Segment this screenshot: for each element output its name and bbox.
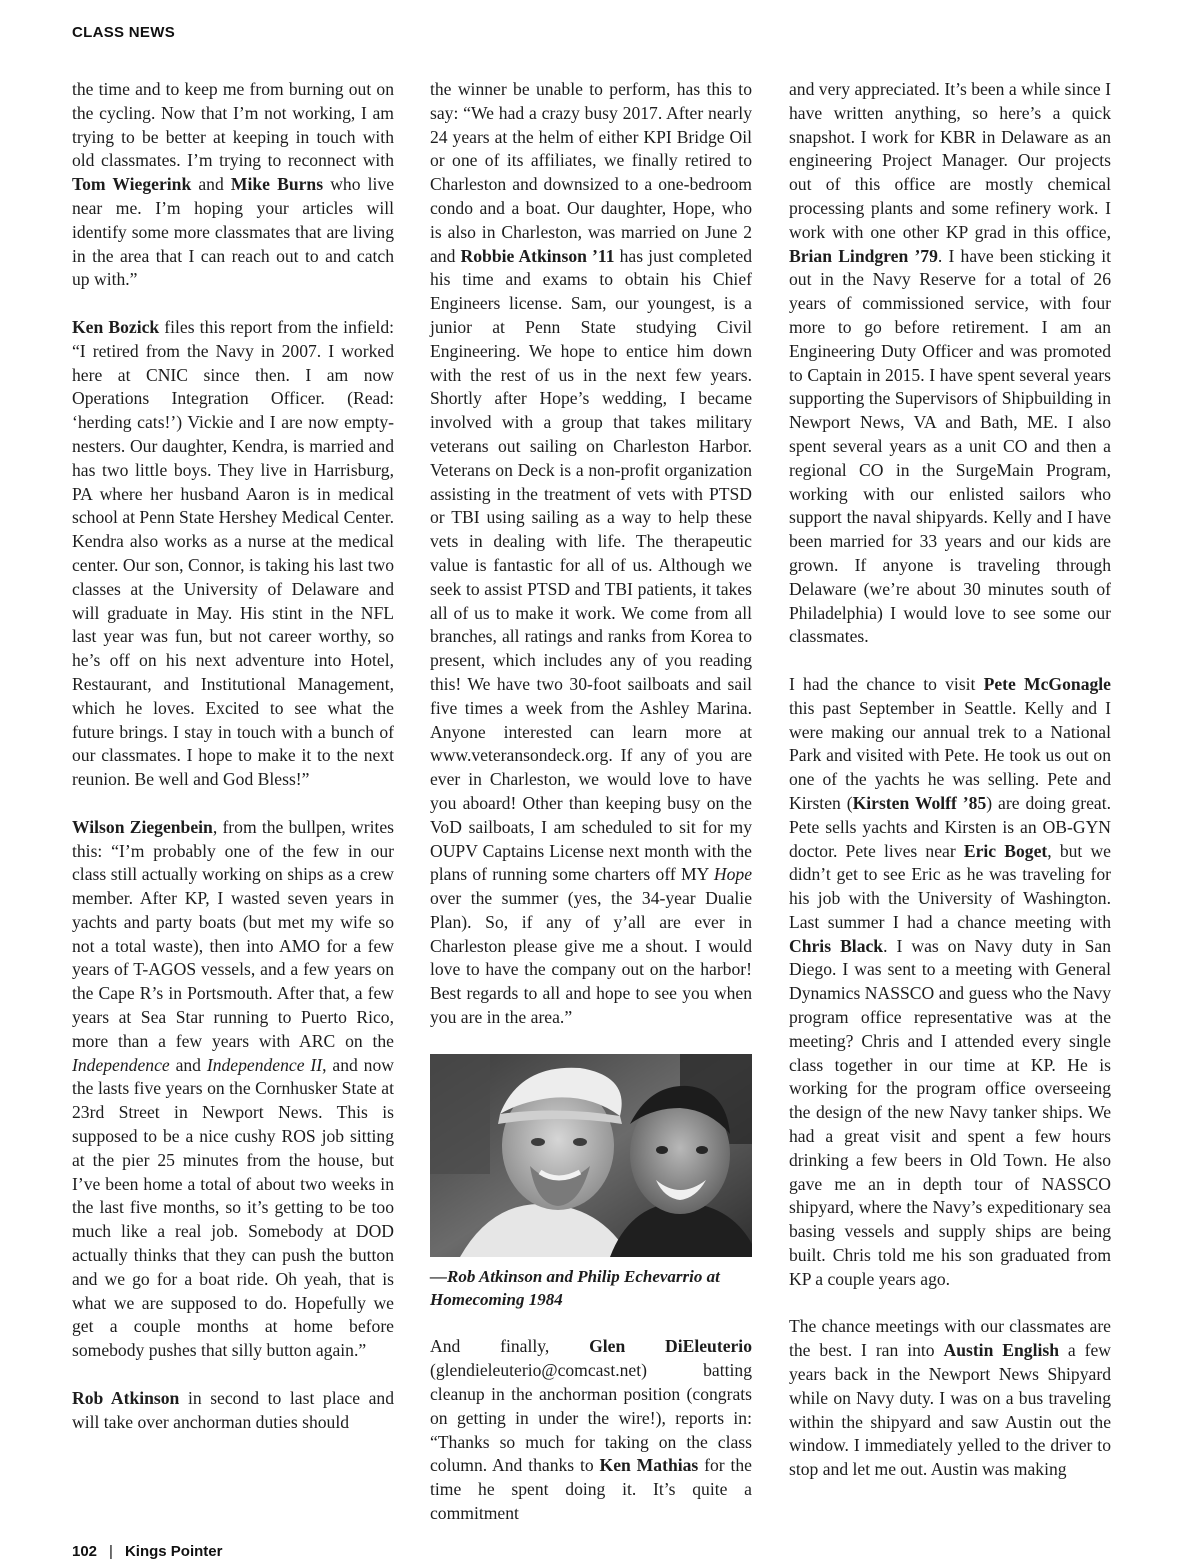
footer-separator: | bbox=[109, 1543, 113, 1560]
paragraph: I had the chance to visit Pete McGonagle this past September in Seattle. Kelly and I were making our annual trek to a National Park and visited with Pete. He took us out on one of the yachts he was selling. Pete and Kirsten (Kirsten Wolff ’85) are doing great. Pete sells yachts and Kirsten is an OB-GYN doctor. Pete lives near Eric Boget, but we didn’t get to see Eric as he was traveling for his job with the University of Washington. Last summer I had a chance meeting with Chris Black. I was on Navy duty in San Diego. I was sent to a meeting with General Dynamics NASSCO and guess who the Navy program office representative was at the meeting? Chris and I attended every single class together in our time at KP. He is working for the program office overseeing the design of the new Navy tanker ships. We had a great visit and spent a few hours drinking a few beers in Old Town. He also gave me an in depth tour of NASSCO shipyard, where the Navy’s expeditionary sea basing vessels and supply ships are being built. Chris told me his son graduated from KP a couple years ago. bbox=[789, 673, 1112, 1289]
classmate-name: Robbie Atkinson ’11 bbox=[460, 245, 615, 266]
magazine-title: Kings Pointer bbox=[124, 1543, 223, 1560]
classmate-name: Wilson Ziegenbein bbox=[72, 816, 213, 837]
column-3 bbox=[789, 78, 1111, 1482]
paragraph: The chance meetings with our classmates are the best. I ran into Austin English a few years back in the Newport News Shipyard while on Navy duty. I was on a bus traveling within the shipyard and saw Austin out the window. I immediately yelled to the driver to stop and let me out. Austin was making bbox=[789, 1316, 1112, 1480]
paragraph: the time and to keep me from burning out on the cycling. Now that I’m not working, I am trying to be better at keeping in touch with old classmates. I’m trying to reconnect with Tom Wiegerink and Mike Burns who live near me. I’m hoping your articles will identify some more classmates that are living in the area that I can reach out to and catch up with.” bbox=[72, 79, 395, 290]
classmate-name: Eric Boget bbox=[963, 840, 1048, 861]
classmate-name: Austin English bbox=[943, 1340, 1059, 1361]
column-1 bbox=[72, 78, 394, 1434]
classmate-name: Pete McGonagle bbox=[983, 673, 1111, 694]
ship-name: Independence bbox=[72, 1054, 170, 1075]
photo-caption: —Rob Atkinson and Philip Echevarrio at Homecoming 1984 bbox=[430, 1266, 720, 1310]
column-2 bbox=[430, 78, 752, 1526]
paragraph: And finally, Glen DiEleuterio (glendieleuterio@comcast.net) batting cleanup in the anchorman position (congrats on getting in under the wire!), reports in: “Thanks so much for taking on the class column. And thanks to Ken Mathias for the time he spent doing it. It’s quite a commitment bbox=[430, 1336, 752, 1524]
ship-name: Independence II bbox=[206, 1054, 323, 1075]
classmate-name: Kirsten Wolff ’85 bbox=[852, 792, 987, 813]
photo-illustration bbox=[430, 1054, 752, 1257]
photo-rob-atkinson-philip-echevarrio bbox=[430, 1054, 752, 1257]
paragraph: the winner be unable to perform, has this to say: “We had a crazy busy 2017. After nearly 24 years at the helm of either KPI Bridge Oil or one of its affiliates, we finally retired to Charleston and downsized to a one-bedroom condo and a boat. Our daughter, Hope, who is also in Charleston, was married on June 2 and Robbie Atkinson ’11 has just completed his time and exams to obtain his Chief Engineers license. Sam, our youngest, is a junior at Penn State studying Civil Engineering. We hope to entice him down with the rest of us in the next few years. Shortly after Hope’s wedding, I became involved with a group that takes military veterans out sailing on Charleston Harbor. Veterans on Deck is a non-profit organization assisting in the treatment of vets with PTSD or TBI using sailing as a way to help these vets in dealing with life. The therapeutic value is fantastic for all of us. Although we seek to assist PTSD and TBI patients, it takes all of us to make it work. We come from all branches, all ratings and ranks from Korea to present, which includes any of you reading this! We have two 30-foot sailboats and sail five times a week from the Ashley Marina. Anyone interested can learn more at www.veteransondeck.org. If any of you are ever in Charleston, we would love to have you aboard! Other than keeping busy on the VoD sailboats, I am scheduled to sit for my OUPV Captains License next month with the plans of running some charters off MY Hope over the summer (yes, the 34-year Dualie Plan). So, if any of y’all are ever in Charleston please give me a shout. I would love to have the company out on the harbor! Best regards to all and hope to see you when you are in the area.” bbox=[430, 79, 752, 1028]
classmate-name: Chris Black bbox=[789, 935, 884, 956]
classmate-name: Tom Wiegerink bbox=[72, 174, 192, 195]
paragraph: Rob Atkinson in second to last place and will take over anchorman duties should bbox=[72, 1387, 395, 1432]
paragraph: Wilson Ziegenbein, from the bullpen, writes this: “I’m probably one of the few in our class still actually working on ships as a crew member. After KP, I wasted seven years in yachts and party boats (but met my wife so not a total waste), then into AMO for a few years of T-AGOS vessels, and a few years on the Cape R’s in Portsmouth. After that, a few years at Sea Star running to Puerto Rico, more than a few years with ARC on the Independence and Independence II, and now the lasts five years on the Cornhusker State at 23rd Street in Newport News. This is supposed to be a nice cushy ROS job sitting at the pier 25 minutes from the house, but I’ve been home a total of about two weeks in the last five months, so it’s getting to be too much like a real job. Somebody at DOD actually thinks that they can push the button and we go for a boat ride. Oh yeah, that is what we are supposed to do. Hopefully we get a couple months at home before somebody pushes that silly button again.” bbox=[72, 816, 395, 1361]
boat-name: Hope bbox=[713, 864, 752, 885]
paragraph: Ken Bozick files this report from the infield: “I retired from the Navy in 2007. I worked here at CNIC since then. I am now Operations Integration Officer. (Read: ‘herding cats!’) Vickie and I are now empty-nesters. Our daughter, Kendra, is married and has two little boys. They live in Harrisburg, PA where her husband Aaron is in medical school at Penn State Hershey Medical Center. Kendra also works as a nurse at the medical center. Our son, Connor, is taking his last two classes at the University of Delaware and will graduate in May. His stint in the NFL last year was fun, but not career worthy, so he’s off on his next adventure into Hotel, Restaurant, and Institutional Management, which he loves. Excited to see what the future brings. I stay in touch with a bunch of our classmates. I hope to make it to the next reunion. Be well and God Bless!” bbox=[72, 316, 394, 790]
page-number: 102 bbox=[72, 1543, 98, 1560]
classmate-name: Glen DiEleuterio bbox=[589, 1336, 752, 1357]
classmate-name: Rob Atkinson bbox=[72, 1387, 180, 1408]
paragraph: and very appreciated. It’s been a while since I have written anything, so here’s a quick snapshot. I work for KBR in Delaware as an engineering Project Manager. Our projects out of this office are mostly chemical processing plants and some refinery work. I work with one other KP grad in this office, Brian Lindgren ’79. I have been sticking it out in the Navy Reserve for a total of 26 years of commissioned service, with four more to go before retirement. I am an Engineering Duty Officer and was promoted to Captain in 2015. I have spent several years supporting the Supervisors of Shipbuilding in Newport News, VA and Bath, ME. I also spent several years as a unit CO and then a regional CO in the SurgeMain Program, working with our enlisted sailors who support the naval shipyards. Kelly and I have been married for 33 years and our kids are grown. If anyone is traveling through Delaware (we’re about 30 minutes south of Philadelphia) I would love to see some our classmates. bbox=[789, 79, 1111, 647]
section-label: CLASS NEWS bbox=[72, 24, 176, 41]
classmate-name: Mike Burns bbox=[230, 174, 324, 195]
classmate-name: Brian Lindgren ’79 bbox=[789, 245, 938, 266]
page-footer bbox=[72, 1543, 222, 1560]
classmate-name: Ken Mathias bbox=[599, 1455, 699, 1476]
classmate-name: Ken Bozick bbox=[72, 316, 160, 337]
